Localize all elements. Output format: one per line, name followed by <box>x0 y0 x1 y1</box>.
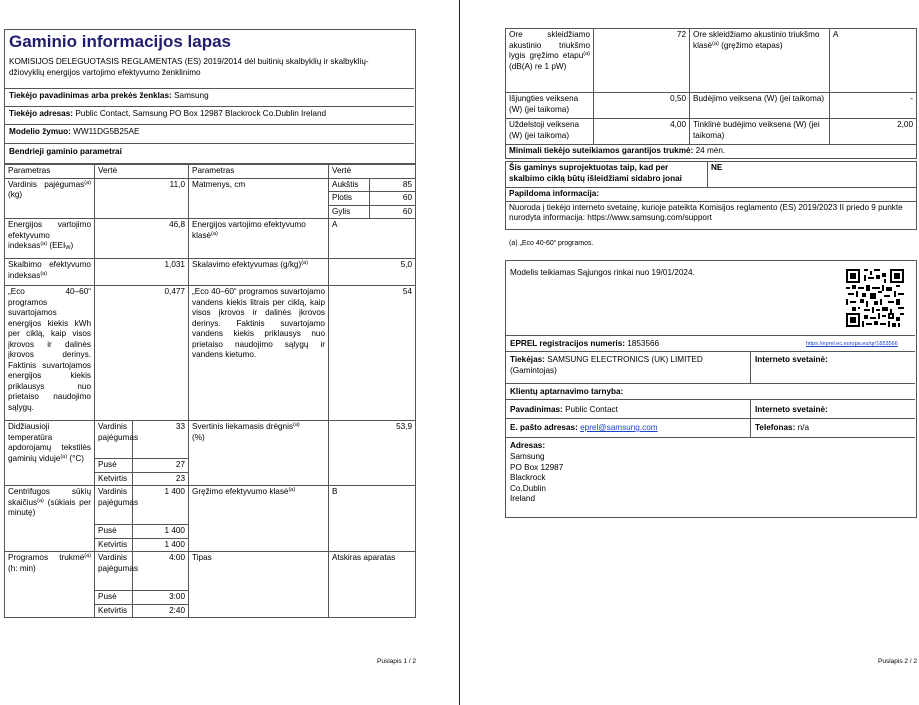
spin-speed-label: Centrifugos sūkių skaičius$^{(a)}$ (sūkiais per minutę) <box>5 486 95 552</box>
spin-class-label: Gręžimo efektyvumo klasė$^{(a)}$ <box>189 486 329 552</box>
eei-value: 46,8 <box>95 219 189 259</box>
email-label: E. pašto adresas: <box>510 423 578 432</box>
rinsing-eff-value: 5,0 <box>329 259 416 286</box>
phone-row <box>755 423 809 434</box>
supplier-row <box>510 355 750 376</box>
email-row <box>510 423 658 434</box>
eprel-link[interactable]: https://eprel.ec.europa.eu/qr/1853566 <box>806 341 898 347</box>
address-line: Samsung <box>510 452 545 461</box>
width-value: 60 <box>370 192 416 206</box>
duration-rated-value: 4:00 <box>133 552 189 591</box>
general-params-label: Bendrieji gaminio parametrai <box>9 147 122 156</box>
height-value: 85 <box>370 178 416 192</box>
energy-class-value: A <box>329 219 416 259</box>
standby-label: Budėjimo veiksena (W) (jei taikoma) <box>690 93 830 119</box>
duration-quarter-value: 2:40 <box>133 604 189 618</box>
model-market-date: Modelis teikiamas Sąjungos rinkai nuo 19/01/2024. <box>510 268 695 277</box>
phone-label: Telefonas: <box>755 423 796 432</box>
website-label: Interneto svetainė: <box>755 355 828 364</box>
moisture-value: 53,9 <box>329 421 416 486</box>
network-standby-label: Tinklinė budėjimo veiksena (W) (jei taikoma) <box>690 119 830 145</box>
dimensions-label: Matmenys, cm <box>189 178 329 219</box>
duration-half-label: Pusė <box>95 591 133 605</box>
type-value: Atskiras aparatas <box>329 552 416 618</box>
page-number-2: Puslapis 2 / 2 <box>878 658 918 665</box>
footnote: (a) „Eco 40-60“ programos. <box>509 240 594 247</box>
supplier-name-value: Samsung <box>174 91 209 100</box>
regulation-text: KOMISIJOS DELEGUOTASIS REGLAMENTAS (ES) 2019/2014 dėl buitinių skalbyklių ir skalbyklių-džiovyklių energijos vartojimo efektyvumo ženklinimo <box>9 57 369 77</box>
off-mode-value: 0,50 <box>594 93 690 119</box>
silver-ions-value: NE <box>708 162 917 188</box>
noise-class-value: A <box>830 29 917 93</box>
width-label: Plotis <box>329 192 370 206</box>
eprel-number-row <box>510 339 659 350</box>
max-temp-rated-label: Vardinis pajėgumas <box>95 421 133 459</box>
rinsing-eff-label: Skalavimo efektyvumas $(g/kg)^{(a)}$ <box>189 259 329 286</box>
phone-value: n/a <box>797 423 810 432</box>
address-line: Blackrock <box>510 473 546 482</box>
depth-value: 60 <box>370 205 416 219</box>
duration-rated-label: Vardinis pajėgumas <box>95 552 133 591</box>
max-temp-half-value: 27 <box>133 459 189 473</box>
supplier-address-value: Public Contact, Samsung PO Box 12987 Blackrock Co.Dublin Ireland <box>75 109 327 118</box>
noise-class-label: Ore skleidžiamo akustinio triukšmo klasė$^{(a)}$ (gręžimo etapas) <box>690 29 830 93</box>
noise-level-label: Ore skleidžiamo akustinio triukšmo lygis gręžimo etapu$^{(a)}$ (dB(A) re 1 pW) <box>506 29 594 93</box>
spin-half-label: Pusė <box>95 525 133 539</box>
model-value: WW11DG5B25AE <box>73 127 140 136</box>
max-temp-half-label: Pusė <box>95 459 133 473</box>
water-consumption-value: 54 <box>329 286 416 421</box>
standby-value: - <box>830 93 917 119</box>
spin-class-value: B <box>329 486 416 552</box>
additional-info-text: Nuoroda į tiekėjo interneto svetainę, kurioje pateikta Komisijos reglamento (ES) 2019/2023 II priedo 9 punkte nurodyta informacija: https://www.samsung.com/support <box>506 201 917 229</box>
off-mode-label: Išjungties veiksena (W) (jei taikoma) <box>506 93 594 119</box>
washing-eff-value: 1,031 <box>95 259 189 286</box>
supplier-label: Tiekėjas: <box>510 355 545 364</box>
address-block <box>510 452 563 505</box>
page-number-1: Puslapis 1 / 2 <box>377 658 417 665</box>
spin-rated-label: Vardinis pajėgumas <box>95 486 133 525</box>
qr-code-icon <box>846 269 904 327</box>
website-label-2: Interneto svetainė: <box>755 405 828 414</box>
spin-quarter-label: Ketvirtis <box>95 538 133 552</box>
delay-start-value: 4,00 <box>594 119 690 145</box>
parameters-table <box>4 164 416 618</box>
silver-ions-label: Šis gaminys suprojektuotas taip, kad per skalbimo ciklą būtų išleidžiami sidabro jonai <box>506 162 708 188</box>
customer-service-label: Klientų aptarnavimo tarnyba: <box>510 387 624 396</box>
contact-name-value: Public Contact <box>565 405 618 414</box>
eei-label: Energijos vartojimo efektyvumo indeksas$^{(a)}$ $(EEI_W)$ <box>5 219 95 259</box>
supplier-name-label: Tiekėjo pavadinimas arba prekės ženklas: <box>9 91 172 100</box>
height-label: Aukštis <box>329 178 370 192</box>
silver-table <box>505 161 917 230</box>
page-title: Gaminio informacijos lapas <box>9 32 232 51</box>
warranty-row: Minimali tiekėjo suteikiamos garantijos trukmė: 24 mėn. <box>506 145 917 159</box>
energy-consumption-label: „Eco 40–60“ programos suvartojamos energijos kiekis kWh per ciklą, kaip visos įkrovos ir dalinės įkrovos derinys. Faktinis suvartojamos energijos kiekis priklausys nuo prietaiso naudojimo sąlygų. <box>5 286 95 421</box>
washing-eff-label: Skalbimo efektyvumo indeksas$^{(a)}$ <box>5 259 95 286</box>
address-line: PO Box 12987 <box>510 462 564 472</box>
moisture-label: Svertinis liekamasis drėgnis$^{(a)}$ (%) <box>189 421 329 486</box>
address-label: Adresas: <box>510 441 546 450</box>
duration-half-value: 3:00 <box>133 591 189 605</box>
noise-power-table <box>505 28 917 159</box>
contact-name-row <box>510 405 618 416</box>
duration-quarter-label: Ketvirtis <box>95 604 133 618</box>
spin-rated-value: 1 400 <box>133 486 189 525</box>
col-header-value: Vertė <box>95 165 189 179</box>
col-header-param: Parametras <box>5 165 95 179</box>
spin-half-value: 1 400 <box>133 525 189 539</box>
col-header-param-2: Parametras <box>189 165 329 179</box>
address-line: Co.Dublin <box>510 483 546 493</box>
max-temp-quarter-value: 23 <box>133 472 189 486</box>
delay-start-label: Uždelstoji veiksena (W) (jei taikoma) <box>506 119 594 145</box>
duration-label: Programos trukmė$^{(a)}$ (h: min) <box>5 552 95 618</box>
max-temp-rated-value: 33 <box>133 421 189 459</box>
contact-name-label: Pavadinimas: <box>510 405 563 414</box>
supplier-name-row <box>9 91 209 102</box>
eprel-value: 1853566 <box>627 339 660 348</box>
depth-label: Gylis <box>329 205 370 219</box>
eprel-label: EPREL registracijos numeris: <box>510 339 625 348</box>
supplier-address-row <box>9 109 326 120</box>
model-row <box>9 127 139 138</box>
noise-level-value: 72 <box>594 29 690 93</box>
additional-info-label: Papildoma informacija: <box>506 188 917 202</box>
energy-consumption-value: 0,477 <box>95 286 189 421</box>
network-standby-value: 2,00 <box>830 119 917 145</box>
model-label: Modelio žymuo: <box>9 127 71 136</box>
capacity-value: 11,0 <box>95 178 189 219</box>
type-label: Tipas <box>189 552 329 618</box>
page-2 <box>460 0 919 705</box>
spin-quarter-value: 1 400 <box>133 538 189 552</box>
water-consumption-label: „Eco 40–60“ programos suvartojamo vandens kiekis litrais per ciklą, kaip visos įkrovos ir dalinės įkrovos derinys. Faktinis suvartojamo vandens kiekis priklausys nuo prietaiso naudojimo sąlygų ir vandens kietumo. <box>189 286 329 421</box>
capacity-label: Vardinis pajėgumas$^{(a)}$ (kg) <box>5 178 95 219</box>
email-link[interactable]: eprel@samsung.com <box>580 423 658 432</box>
address-line: Ireland <box>510 494 536 503</box>
energy-class-label: Energijos vartojimo efektyvumo klasė$^{(a)}$ <box>189 219 329 259</box>
supplier-value: SAMSUNG ELECTRONICS (UK) LIMITED (Gamintojas) <box>510 355 703 375</box>
max-temp-quarter-label: Ketvirtis <box>95 472 133 486</box>
page-1 <box>0 0 459 705</box>
supplier-address-label: Tiekėjo adresas: <box>9 109 74 118</box>
max-temp-label: Didžiausioji temperatūra apdorojamų tekstilės gaminių viduje$^{(a)}$ (°C) <box>5 421 95 486</box>
col-header-value-2: Vertė <box>329 165 416 179</box>
